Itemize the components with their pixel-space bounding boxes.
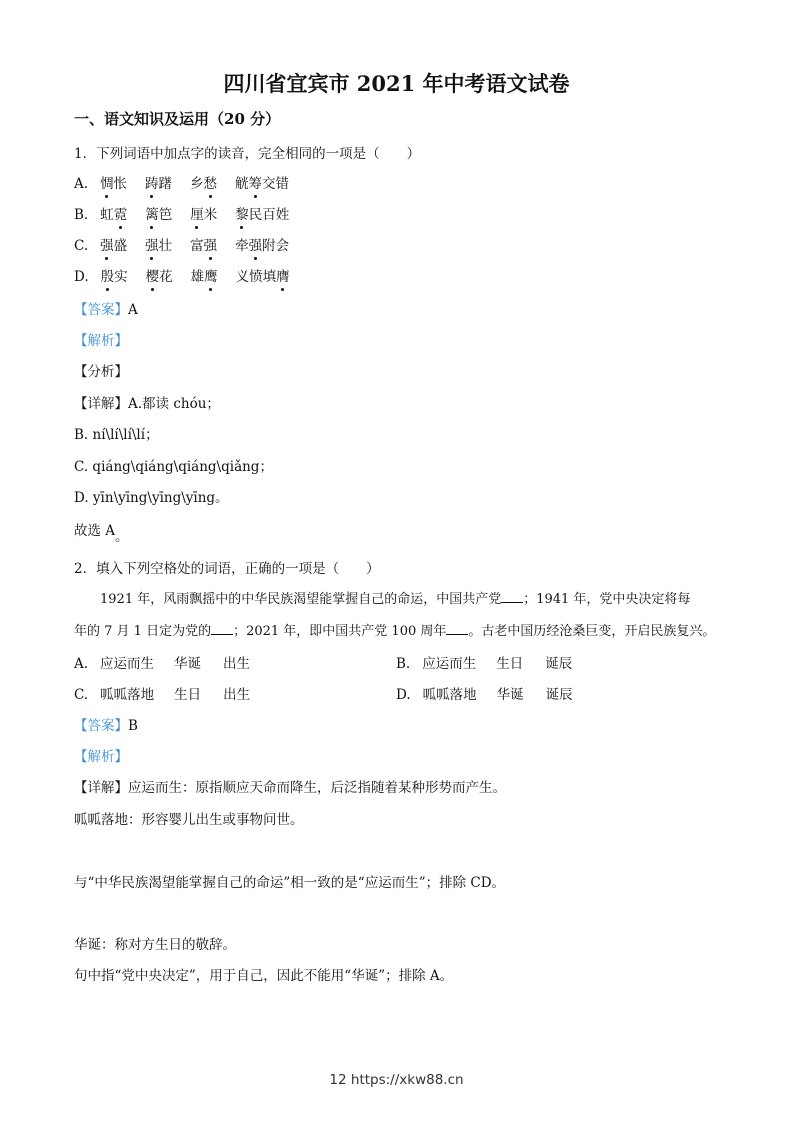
option-word: 义愤填膺 [236,269,290,285]
q2-answer [74,714,138,734]
answer-value: A [128,302,138,318]
section-heading: 一、语文知识及运用（20 分） [74,110,281,128]
answer-value: B [128,718,138,734]
passage-text: 1921 年，风雨飘摇中的中华民族渴望能掌握自己的命运，中国共产党 [100,592,502,607]
option-word: 富强 [190,238,217,254]
q2-option-c [74,683,250,703]
option-word: 应运而生 [100,656,155,672]
option-label: B. [74,207,89,223]
q1-detail-c: C. qiáng\qiáng\qiáng\qiǎng； [74,459,273,475]
q1-option-b [74,203,289,223]
option-word: 出生 [223,656,251,672]
option-word: 生日 [174,687,202,703]
passage-text: ；2021 年，即中国共产党 100 周年 [233,624,447,639]
q1-fenxi: 【分析】 [74,364,128,380]
conclusion-text: 故选 A [74,523,116,539]
blank-1 [501,590,523,603]
q2-passage-line2 [74,620,715,639]
page-footer: 12 https://xkw88.cn [329,1072,464,1088]
question-1-stem: 1．下列词语中加点字的读音，完全相同的一项是（ ） [74,146,421,162]
option-label: C. [74,238,89,254]
option-word: 诞辰 [545,656,573,672]
detail-text: A.都读 chóu； [128,396,220,412]
option-word: 呱呱落地 [422,687,477,703]
page-title: 四川省宜宾市 2021 年中考语文试卷 [223,71,570,96]
blank-3 [446,622,468,635]
option-word: 华诞 [174,656,202,672]
q1-option-a [74,172,289,192]
option-word: 雄鹰 [191,269,218,285]
option-word: 应运而生 [422,656,477,672]
q2-option-d [396,683,573,703]
question-2-stem: 2．填入下列空格处的词语，正确的一项是（ ） [74,561,380,577]
option-word: 虹霓 [100,207,127,223]
detail-tag: 【详解】 [74,396,128,412]
option-word: 樱花 [146,269,173,285]
option-word: 觥筹交错 [235,176,289,192]
option-word: 黎民百姓 [235,207,289,223]
option-word: 出生 [223,687,251,703]
option-word: 殷实 [101,269,128,285]
q2-option-b [396,652,572,672]
option-word: 篱笆 [145,207,172,223]
q2-line-3: 与“中华民族渴望能掌握自己的命运”相一致的是“应运而生”；排除 CD。 [74,875,506,891]
passage-text: 年的 7 月 1 日定为党的 [74,624,212,639]
q1-detail-a [74,392,220,412]
option-word: 呱呱落地 [100,687,155,703]
answer-tag: 【答案】 [74,302,128,318]
option-word: 惆怅 [100,176,127,192]
option-word: 诞辰 [545,687,573,703]
q2-passage-line1 [100,588,690,607]
option-label: C. [74,687,89,703]
option-word: 牵强附会 [235,238,289,254]
option-word: 厘米 [190,207,217,223]
q2-line-5: 句中指“党中央决定”，用于自己，因此不能用“华诞”；排除 A。 [74,968,454,984]
q1-option-c [74,234,289,254]
q1-option-d [74,265,290,285]
q1-conclusion: 故选 A。 [74,523,129,545]
passage-text: ；1941 年，党中央决定将每 [523,592,691,607]
q2-analysis-tag: 【解析】 [74,749,128,765]
option-word: 华诞 [496,687,524,703]
passage-text: 。古老中国历经沧桑巨变，开启民族复兴。 [468,624,716,639]
option-word: 踌躇 [145,176,172,192]
q2-option-a [74,652,250,672]
option-label: D. [396,687,411,703]
answer-tag: 【答案】 [74,718,128,734]
q1-analysis-tag: 【解析】 [74,333,128,349]
option-word: 强盛 [100,238,127,254]
q2-line-4: 华诞：称对方生日的敬辞。 [74,937,236,953]
q2-line-2: 呱呱落地：形容婴儿出生或事物问世。 [74,812,304,828]
option-word: 生日 [496,656,524,672]
option-label: D. [74,269,89,285]
option-word: 强壮 [145,238,172,254]
q1-answer [74,298,138,318]
q1-detail-d: D. yīn\yīng\yīng\yīng。 [74,490,229,506]
option-label: A. [74,176,89,192]
q1-detail-b: B. ní\lí\lí\lí； [74,427,159,443]
blank-2 [211,622,233,635]
option-word: 乡愁 [190,176,217,192]
q2-detail: 【详解】应运而生：原指顺应天命而降生，后泛指随着某种形势而产生。 [74,780,506,796]
option-label: B. [396,656,411,672]
option-label: A. [74,656,89,672]
